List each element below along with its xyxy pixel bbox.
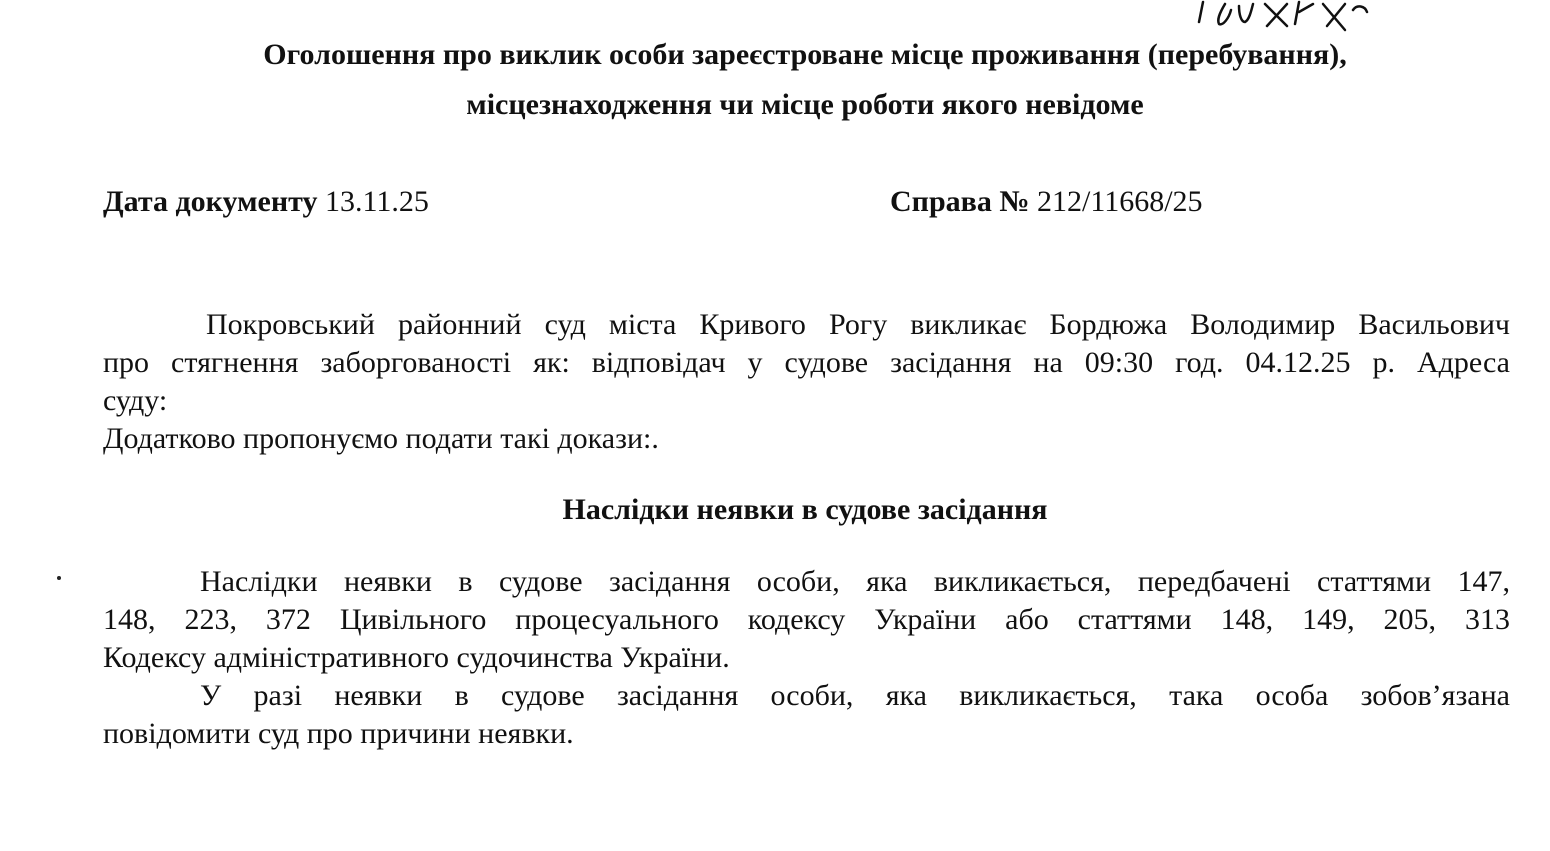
case-label: Справа №: [890, 185, 1030, 218]
summons-line-2: про стягнення заборгованості як: відповідач у судове засідання на 09:30 год. 04.12.25 р. Адреса: [103, 346, 1510, 379]
title-line-1: Оголошення про виклик особи зареєстроване місце проживання (перебування),: [263, 38, 1347, 71]
title-line-2: місцезнаходження чи місце роботи якого невідоме: [466, 88, 1144, 121]
summons-line-1: Покровський районний суд міста Кривого Рогу викликає Бордюжа Володимир Васильович: [206, 308, 1510, 341]
consequences-paragraph: [103, 563, 1510, 753]
date-value: 13.11.25: [324, 185, 429, 218]
summons-line-3: суду:: [103, 384, 168, 417]
consequences-line-5: повідомити суд про причини неявки.: [103, 717, 574, 750]
scan-dot: [57, 576, 61, 580]
consequences-line-3: Кодексу адміністративного судочинства України.: [103, 641, 730, 674]
consequences-line-1: Наслідки неявки в судове засідання особи, яка викликається, передбачені статтями 147,: [200, 565, 1510, 598]
consequences-heading: Наслідки неявки в судове засідання: [562, 493, 1048, 526]
date-label: Дата документу: [103, 185, 318, 218]
summons-paragraph: [103, 306, 1510, 458]
consequences-line-2: 148, 223, 372 Цивільного процесуального кодексу України або статтями 148, 149, 205, 313: [103, 603, 1510, 636]
document-date: [103, 185, 429, 219]
case-value: 212/11668/25: [1036, 185, 1203, 218]
consequences-line-4: У разі неявки в судове засідання особи, яка викликається, така особа зобов’язана: [200, 679, 1510, 712]
summons-line-4: Додатково пропонуємо подати такі докази:.: [103, 422, 659, 455]
case-number: [890, 185, 1203, 219]
document-title: [150, 30, 1460, 130]
